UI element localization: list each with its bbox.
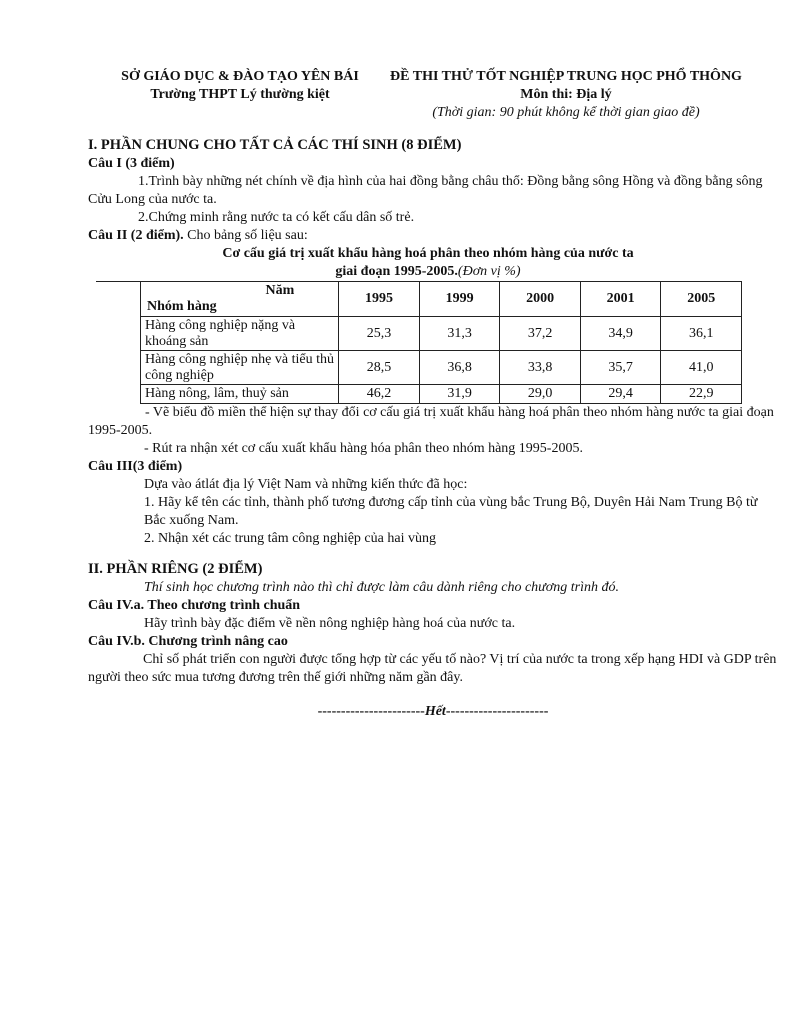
table-top-extension-line — [96, 281, 140, 282]
table-cell: 25,3 — [339, 317, 420, 351]
data-table-wrapper — [140, 281, 742, 404]
table-cell: 29,4 — [580, 385, 661, 404]
section-spacer — [88, 548, 778, 560]
q2-intro: Cho bảng số liệu sau: — [183, 228, 308, 243]
q2-title: Câu II (2 điểm). — [88, 228, 184, 243]
table-cell: 36,1 — [661, 317, 742, 351]
year-header: 2001 — [580, 282, 661, 317]
table-cell: 33,8 — [500, 351, 581, 385]
school-name: Trường THPT Lý thường kiệt — [150, 87, 330, 102]
table-cell: 22,9 — [661, 385, 742, 404]
part1-title: I. PHẦN CHUNG CHO TẤT CẢ CÁC THÍ SINH (8 ĐIỂM) — [88, 137, 462, 153]
end-marker — [88, 703, 778, 721]
q4a-text: Hãy trình bày đặc điểm về nền nông nghiệp hàng hoá của nước ta. — [144, 616, 516, 631]
table-corner-cell — [141, 282, 339, 317]
q3-item1: 1. Hãy kể tên các tỉnh, thành phố tương đương cấp tỉnh của vùng bắc Trung Bộ, Duyên Hải Nam Trung Bộ từ Bắc xuống Nam. — [144, 495, 758, 528]
exam-content — [88, 136, 778, 721]
table-title-line2: giai đoạn 1995-2005. — [335, 264, 458, 279]
table-cell: 31,3 — [419, 317, 500, 351]
q3-item2: 2. Nhận xét các trung tâm công nghiệp của hai vùng — [144, 531, 436, 546]
table-cell: 34,9 — [580, 317, 661, 351]
header-left — [90, 68, 390, 104]
table-row — [141, 317, 742, 351]
q4b-text: Chỉ số phát triển con người được tổng hợp từ các yếu tố nào? Vị trí của nước ta trong xếp hạng HDI và GDP trên người theo sức mua tương đương trên thế giới những năm gần đây. — [88, 652, 777, 685]
year-header: 1995 — [339, 282, 420, 317]
table-header-row — [141, 282, 742, 317]
year-header: 2005 — [661, 282, 742, 317]
table-unit: (Đơn vị %) — [457, 264, 521, 279]
row-label: Hàng công nghiệp nặng và khoáng sản — [141, 317, 339, 351]
document-header — [90, 68, 750, 124]
exam-title: ĐỀ THI THỬ TỐT NGHIỆP TRUNG HỌC PHỔ THÔNG — [390, 69, 742, 84]
end-dashes-right: ---------------------- — [445, 704, 549, 719]
row-label: Hàng công nghiệp nhẹ và tiểu thủ công nghiệp — [141, 351, 339, 385]
year-header: 1999 — [419, 282, 500, 317]
q1-item2: 2.Chứng minh rằng nước ta có kết cấu dân số trẻ. — [138, 210, 415, 225]
table-cell: 46,2 — [339, 385, 420, 404]
table-cell: 36,8 — [419, 351, 500, 385]
corner-group-label: Nhóm hàng — [147, 299, 217, 314]
q3-title: Câu III(3 điểm) — [88, 459, 183, 474]
header-right — [382, 68, 750, 122]
table-cell: 31,9 — [419, 385, 500, 404]
table-row — [141, 351, 742, 385]
time-note: (Thời gian: 90 phút không kể thời gian giao đề) — [432, 105, 700, 120]
q1-item1: 1.Trình bày những nét chính về địa hình của hai đồng bằng châu thổ: Đồng bằng sông Hồng và đồng bằng sông Cửu Long của nước ta. — [88, 174, 763, 207]
table-cell: 41,0 — [661, 351, 742, 385]
q2-task1: - Vẽ biểu đồ miền thể hiện sự thay đổi cơ cấu giá trị xuất khẩu hàng hoá phân theo nhóm hàng nước ta giai đoạn 1995-2005. — [88, 405, 774, 438]
part2-note: Thí sinh học chương trình nào thì chỉ được làm câu dành riêng cho chương trình đó. — [144, 580, 620, 595]
subject-line: Môn thi: Địa lý — [520, 87, 612, 102]
q2-task2: - Rút ra nhận xét cơ cấu xuất khẩu hàng hóa phân theo nhóm hàng 1995-2005. — [144, 441, 583, 456]
row-label: Hàng nông, lâm, thuỷ sản — [141, 385, 339, 404]
q4a-title: Câu IV.a. Theo chương trình chuẩn — [88, 598, 301, 613]
q4b-title: Câu IV.b. Chương trình nâng cao — [88, 634, 288, 649]
table-cell: 29,0 — [500, 385, 581, 404]
department-name: SỞ GIÁO DỤC & ĐÀO TẠO YÊN BÁI — [121, 69, 359, 84]
table-caption — [88, 245, 768, 281]
q2-heading — [88, 227, 778, 245]
table-cell: 28,5 — [339, 351, 420, 385]
q3-intro: Dựa vào átlát địa lý Việt Nam và những kiến thức đã học: — [144, 477, 468, 492]
end-word: Hết — [424, 704, 446, 719]
table-row — [141, 385, 742, 404]
end-dashes-left: ----------------------- — [317, 704, 425, 719]
table-title-line1: Cơ cấu giá trị xuất khẩu hàng hoá phân theo nhóm hàng của nước ta — [222, 246, 634, 261]
export-structure-table — [140, 281, 742, 404]
table-cell: 35,7 — [580, 351, 661, 385]
q1-title: Câu I (3 điểm) — [88, 156, 175, 171]
corner-year-label: Năm — [265, 283, 295, 298]
year-header: 2000 — [500, 282, 581, 317]
part2-title: II. PHẦN RIÊNG (2 ĐIỂM) — [88, 561, 263, 577]
table-cell: 37,2 — [500, 317, 581, 351]
